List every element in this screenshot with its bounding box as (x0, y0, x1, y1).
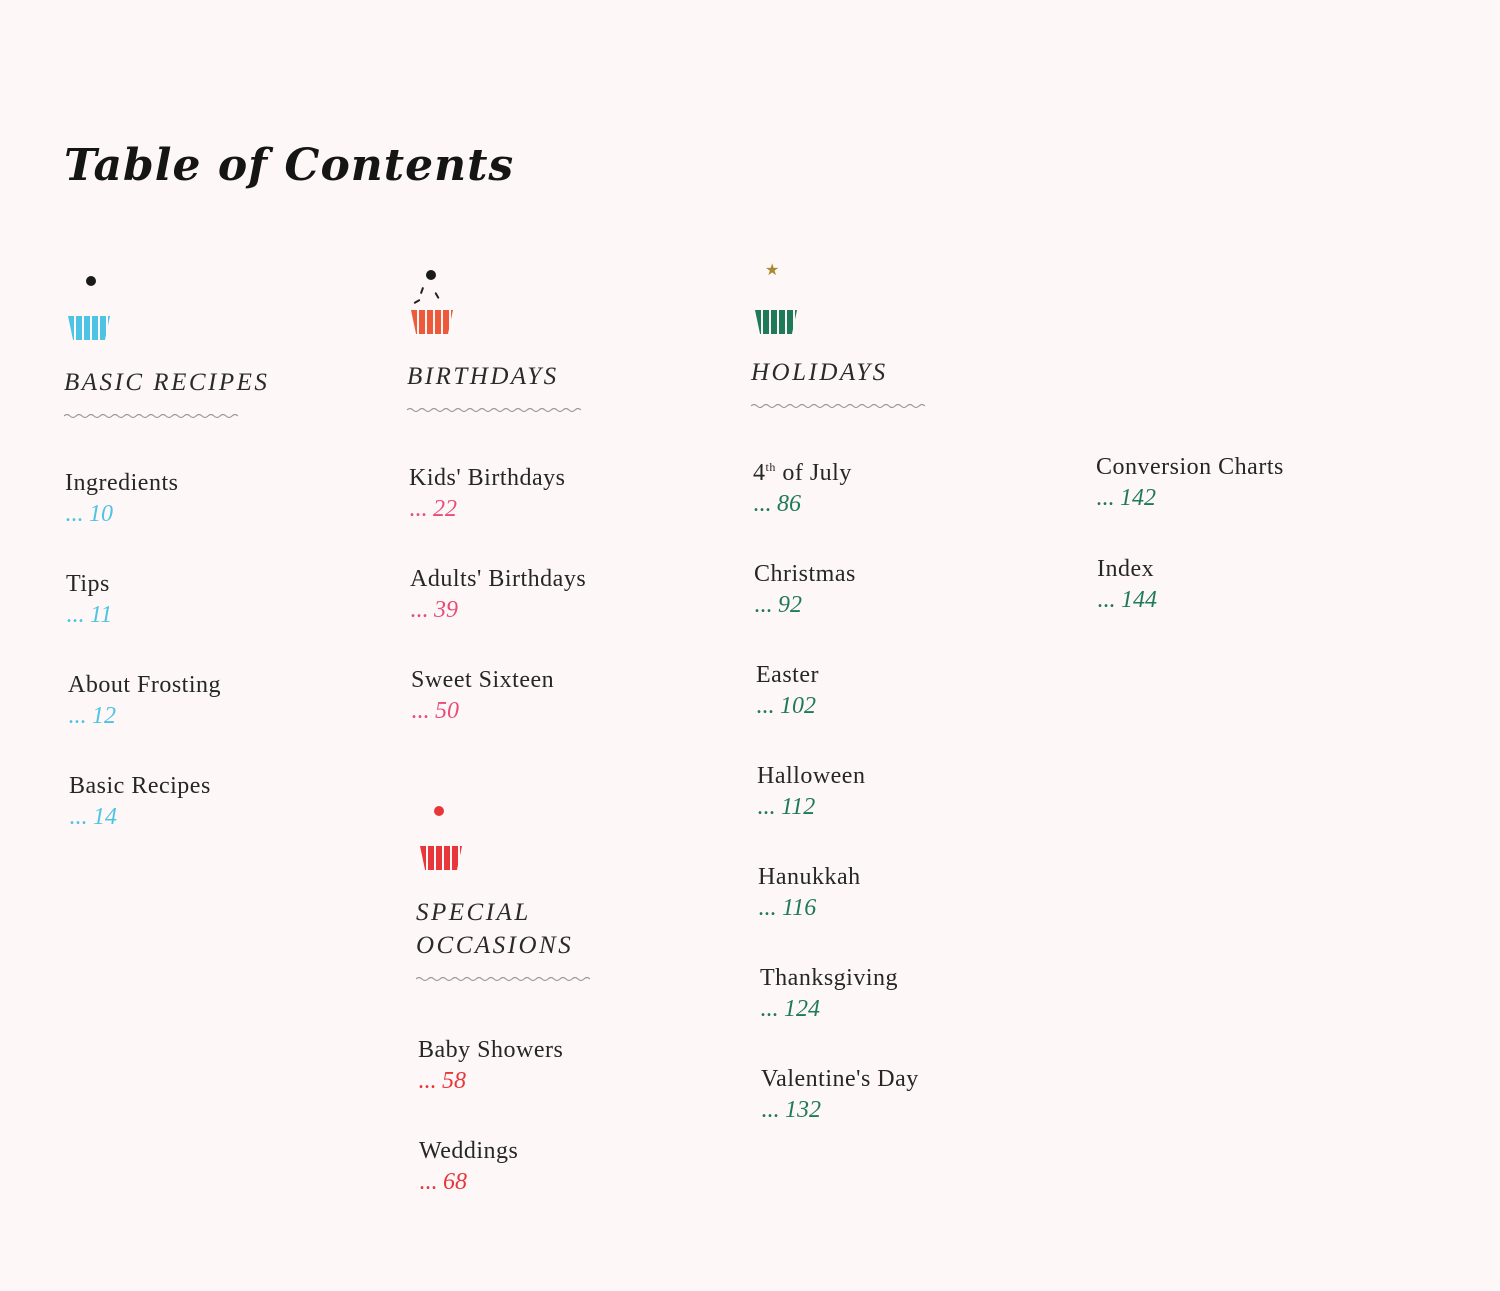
holidays-header (751, 260, 925, 409)
entry-title: Ingredients (65, 470, 179, 496)
green-cupcake-with-star-icon: ★ (751, 266, 811, 356)
entry-page-number: ... 58 (418, 1068, 466, 1094)
toc-entry-valentines-day[interactable] (761, 1066, 919, 1124)
entry-page-number: ... 144 (1097, 587, 1157, 613)
entry-page-number: ... 39 (410, 597, 458, 623)
entry-title: Conversion Charts (1096, 454, 1284, 480)
entry-page-number: ... 132 (761, 1097, 821, 1123)
divider-squiggle (64, 413, 238, 419)
section-title-birthdays: BIRTHDAYS (407, 363, 559, 390)
toc-entry-baby-showers[interactable] (418, 1037, 563, 1095)
section-title-holidays: HOLIDAYS (751, 359, 888, 386)
holidays-column (751, 260, 925, 409)
toc-entry-4th-of-july[interactable] (753, 460, 852, 518)
entry-page-number: ... 102 (756, 693, 816, 719)
entry-title: Adults' Birthdays (410, 566, 587, 592)
entry-page-number: ... 50 (411, 698, 459, 724)
entry-title: Weddings (419, 1138, 519, 1164)
toc-entry-basic-recipes[interactable] (69, 773, 211, 831)
basic-recipes-column (64, 276, 269, 419)
entry-page-number: ... 86 (753, 491, 801, 517)
birthdays-column (407, 270, 581, 413)
entry-title: Baby Showers (418, 1037, 564, 1063)
blue-cupcake-icon (64, 276, 124, 366)
entry-page-number: ... 92 (754, 592, 802, 618)
entry-page-number: ... 112 (757, 794, 816, 820)
section-title-line: SPECIAL (416, 899, 531, 926)
special-occasions-header (416, 806, 590, 982)
toc-entry-easter[interactable] (756, 662, 819, 720)
entry-page-number: ... 124 (760, 996, 820, 1022)
toc-entry-thanksgiving[interactable] (760, 965, 898, 1023)
entry-title: 4th of July (753, 460, 852, 486)
toc-entry-adults-birthdays[interactable] (410, 566, 586, 624)
entry-page-number: ... 10 (65, 501, 113, 527)
toc-entry-hanukkah[interactable] (758, 864, 861, 922)
entry-title: Sweet Sixteen (411, 667, 555, 693)
basic-recipes-header (64, 276, 269, 419)
entry-page-number: ... 22 (409, 496, 457, 522)
divider-squiggle (751, 403, 925, 409)
toc-entry-weddings[interactable] (419, 1138, 518, 1196)
divider-squiggle (407, 407, 581, 413)
section-title-basic-recipes: BASIC RECIPES (64, 369, 270, 396)
special-occasions-column (416, 806, 590, 982)
section-title-line: OCCASIONS (416, 932, 574, 959)
entry-title: Hanukkah (758, 864, 861, 890)
entry-title: Thanksgiving (760, 965, 898, 991)
entry-title: Christmas (754, 561, 856, 587)
toc-entry-about-frosting[interactable] (68, 672, 221, 730)
toc-entry-kids-birthdays[interactable] (409, 465, 566, 523)
entry-page-number: ... 12 (68, 703, 116, 729)
toc-entry-christmas[interactable] (754, 561, 856, 619)
entry-title: Easter (756, 662, 819, 688)
entry-page-number: ... 142 (1096, 485, 1156, 511)
birthdays-header (407, 270, 581, 413)
red-cupcake-icon (416, 806, 476, 896)
entry-title: Index (1097, 556, 1155, 582)
section-title-special-occasions (416, 896, 590, 962)
toc-entry-conversion-charts[interactable] (1096, 454, 1284, 512)
entry-page-number: ... 116 (758, 895, 817, 921)
entry-page-number: ... 68 (419, 1169, 467, 1195)
toc-entry-ingredients[interactable] (65, 470, 178, 528)
entry-title: Basic Recipes (69, 773, 211, 799)
entry-page-number: ... 14 (69, 804, 117, 830)
toc-entry-index[interactable] (1097, 556, 1157, 614)
toc-entry-halloween[interactable] (757, 763, 865, 821)
divider-squiggle (416, 976, 590, 982)
toc-entry-sweet-sixteen[interactable] (411, 667, 554, 725)
page-title: Table of Contents (64, 140, 515, 191)
orange-cupcake-with-sprinkles-icon (407, 270, 467, 360)
entry-title: Tips (66, 571, 110, 597)
toc-entry-tips[interactable] (66, 571, 112, 629)
entry-title: Valentine's Day (761, 1066, 919, 1092)
entry-page-number: ... 11 (66, 602, 113, 628)
entry-title: Kids' Birthdays (409, 465, 566, 491)
entry-title: About Frosting (68, 672, 222, 698)
entry-title: Halloween (757, 763, 866, 789)
